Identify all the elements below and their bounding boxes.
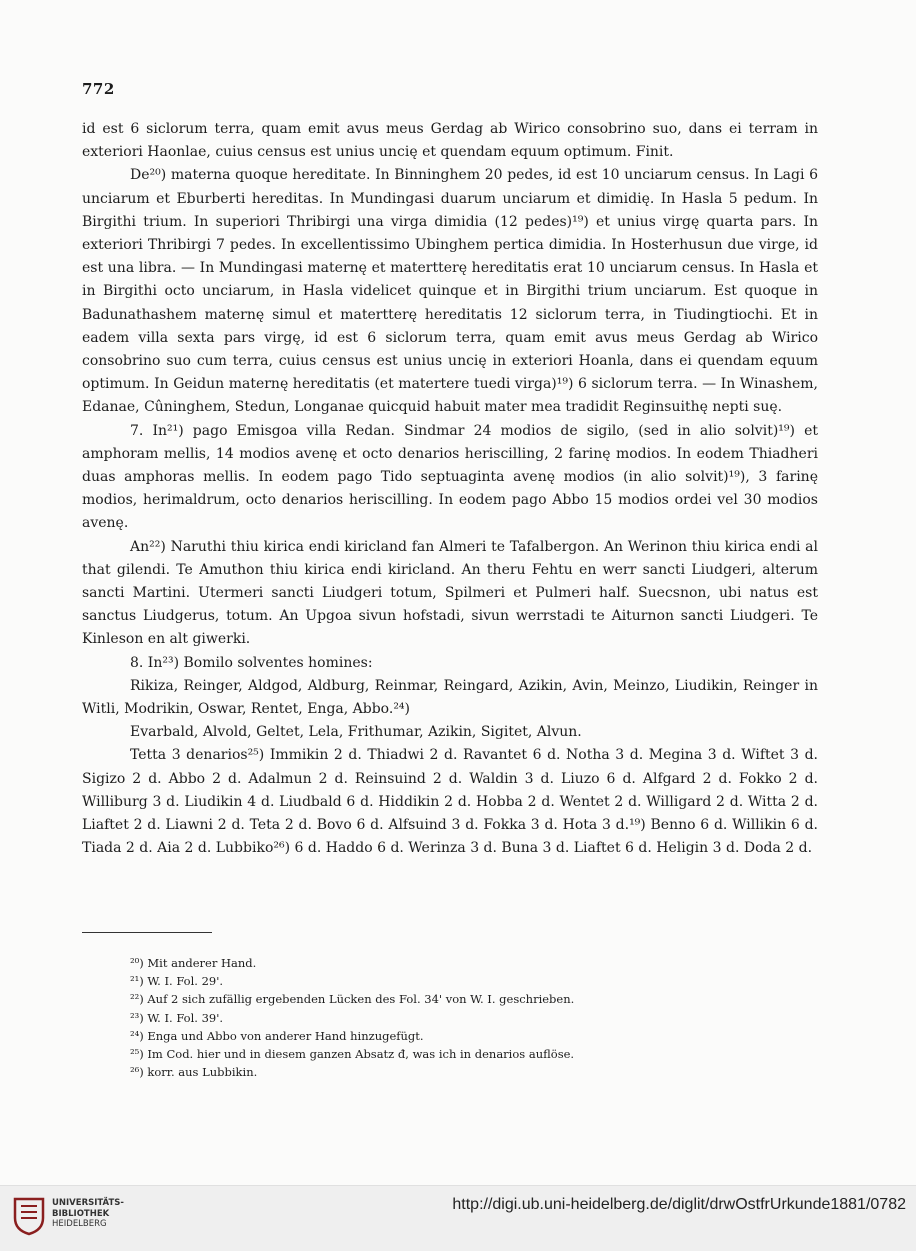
footnote: ²⁴) Enga und Abbo von anderer Hand hinzugefügt. (130, 1028, 424, 1043)
source-url-link[interactable]: http://digi.ub.uni-heidelberg.de/diglit/drwOstfrUrkunde1881/0782 (452, 1196, 906, 1213)
footnote-divider (82, 932, 212, 933)
logo-line: HEIDELBERG (52, 1219, 107, 1229)
page-number: 772 (82, 80, 115, 98)
paragraph: 8. In²³) Bomilo solventes homines: (130, 654, 373, 671)
paragraph: Rikiza, Reinger, Aldgod, Aldburg, Reinmar, Reingard, Azikin, Avin, Meinzo, Liudikin, Reinger in Witli, Modrikin, Oswar, Rentet, Enga, Abbo.²⁴) (82, 677, 818, 718)
paragraph: De²⁰) materna quoque hereditate. In Binninghem 20 pedes, id est 10 unciarum census. In Lagi 6 unciarum et Eburberti hereditas. In Mundingasi duarum unciarum et dimidię. In Hasla 5 pedum. In Birgithi trium. In superiori Thribirgi una virga dimidia (12 pedes)¹⁹) et unius virgę quarta pars. In exteriori Thribirgi 7 pedes. In excellentissimo Ubinghem pertica dimidia. In Hosterhusun due virge, id est una libra. — In Mundingasi maternę et matertterę hereditatis erat 10 unciarum census. In Hasla et in Birgithi octo unciarum, in Hasla videlicet quinque et in Birgithi trium unciarum. Est quoque in Badunathashem maternę simul et matertterę hereditatis 12 siclorum terra, in Tiudingtiochi. Et in eadem villa sexta pars virgę, id est 6 siclorum terra, quam emit avus meus Gerdag ab Wirico consobrino suo cum terra, cuius census est unius uncię in exteriori Hoanla, dans ei quendam equum optimum. In Geidun maternę hereditatis (et matertere tuedi virga)¹⁹) 6 siclorum terra. — In Winashem, Edanae, Cûninghem, Stedun, Longanae quicquid habuit mater mea tradidit Reginsuithę nepti suę. (82, 167, 818, 416)
logo-line: UNIVERSITÄTS- (52, 1198, 124, 1208)
paragraph: Evarbald, Alvold, Geltet, Lela, Frithumar, Azikin, Sigitet, Alvun. (130, 724, 582, 741)
university-seal-icon (12, 1196, 46, 1236)
footnote: ²¹) W. I. Fol. 29'. (130, 974, 224, 989)
logo-line: BIBLIOTHEK (52, 1208, 110, 1219)
paragraph: Tetta 3 denarios²⁵) Immikin 2 d. Thiadwi 2 d. Ravantet 6 d. Notha 3 d. Megina 3 d. Wiftet 3 d. Sigizo 2 d. Abbo 2 d. Adalmun 2 d. Reinsuind 2 d. Waldin 3 d. Liuzo 6 d. Alfgard 2 d. Fokko 2 d. Williburg 3 d. Liudikin 4 d. Liudbald 6 d. Hiddikin 2 d. Hobba 2 d. Wentet 2 d. Willigard 2 d. Witta 2 d. Liaftet 2 d. Liawni 2 d. Teta 2 d. Bovo 6 d. Alfsuind 3 d. Fokka 3 d. Hota 3 d.¹⁹) Benno 6 d. Willikin 6 d. Tiada 2 d. Aia 2 d. Lubbiko²⁶) 6 d. Haddo 6 d. Werinza 3 d. Buna 3 d. Liaftet 6 d. Heligin 3 d. Doda 2 d. (82, 747, 818, 857)
viewer-footer (0, 1185, 916, 1251)
footnote: ²⁵) Im Cod. hier und in diesem ganzen Absatz đ, was ich in denarios auflöse. (130, 1047, 575, 1062)
footnote: ²⁶) korr. aus Lubbikin. (130, 1065, 258, 1080)
library-logo[interactable] (12, 1194, 162, 1240)
footnote: ²⁰) Mit anderer Hand. (130, 956, 257, 970)
logo-text (52, 1198, 124, 1230)
body-text (82, 118, 818, 861)
paragraph: 7. In²¹) pago Emisgoa villa Redan. Sindmar 24 modios de sigilo, (sed in alio solvit)¹⁹) et amphoram mellis, 14 modios avenę et octo denarios heriscilling, 2 farinę modios. In eodem Thiadheri duas amphoras mellis. In eodem pago Tido septuaginta avenę modios (in alio solvit)¹⁹), 3 farinę modios, herimaldrum, octo denarios heriscilling. In eodem pago Abbo 15 modios ordei vel 30 modios avenę. (82, 422, 818, 532)
footnote: ²²) Auf 2 sich zufällig ergebenden Lücken des Fol. 34' von W. I. geschrieben. (130, 992, 575, 1007)
footnote: ²³) W. I. Fol. 39'. (130, 1010, 224, 1025)
paragraph: An²²) Naruthi thiu kirica endi kiricland fan Almeri te Tafalbergon. An Werinon thiu kirica endi al that gilendi. Te Amuthon thiu kirica endi kiricland. An theru Fehtu en werr sancti Liudgeri, alterum sancti Martini. Utermeri sancti Liudgeri totum, Spilmeri et Pulmeri half. Suecsnon, ubi natus est sanctus Liudgerus, totum. An Upgoa sivun hofstadi, sivun werrstadi te Aiturnon sancti Liudgeri. Te Kinleson en alt giwerki. (82, 538, 818, 648)
paragraph: id est 6 siclorum terra, quam emit avus meus Gerdag ab Wirico consobrino suo, dans ei terram in exteriori Haonlae, cuius census est unius uncię et quendam equum optimum. Finit. (82, 121, 818, 161)
footnotes (130, 954, 770, 1081)
